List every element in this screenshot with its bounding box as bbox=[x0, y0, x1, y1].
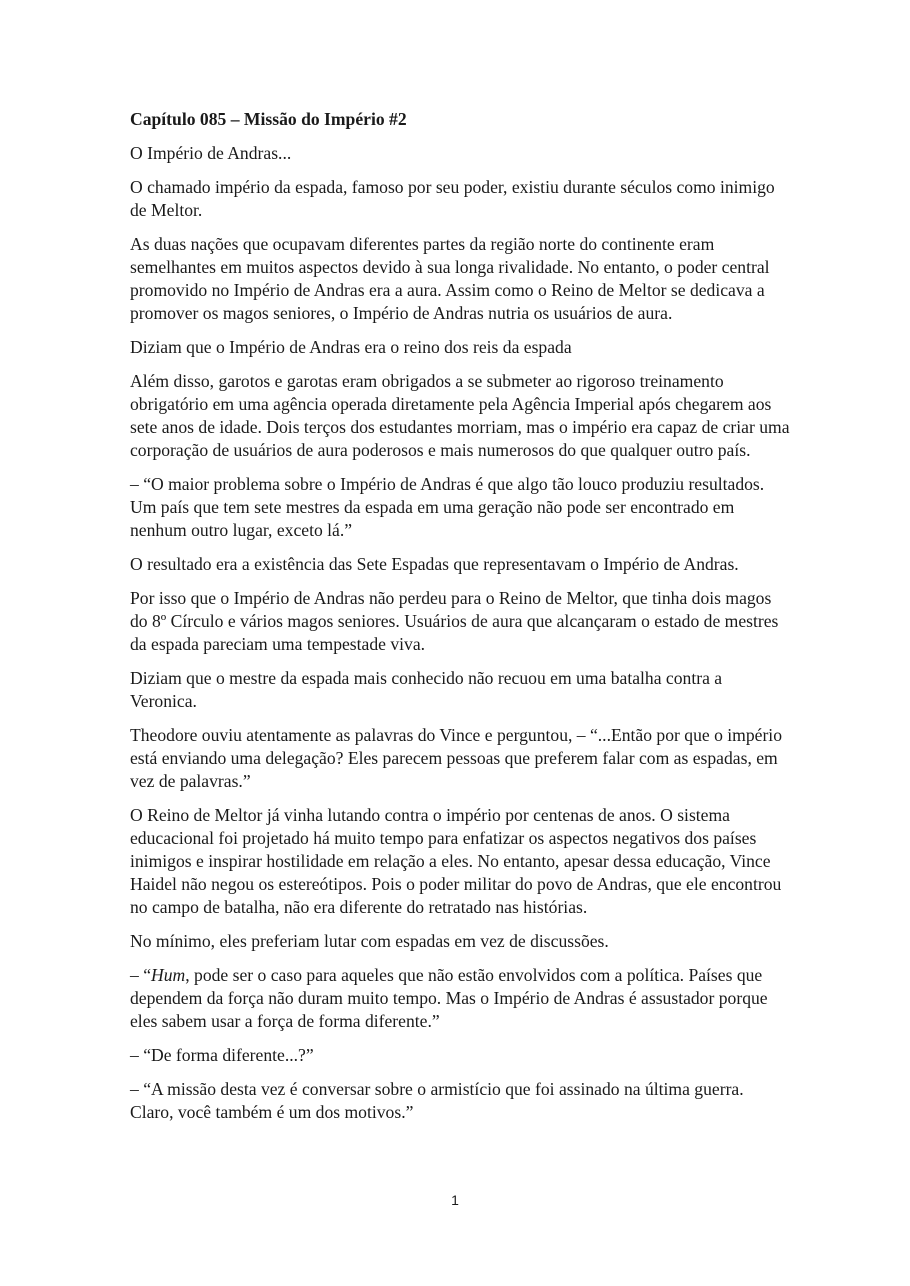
paragraph-12: No mínimo, eles preferiam lutar com espadas em vez de discussões. bbox=[130, 931, 609, 951]
italic-word: Hum bbox=[151, 965, 186, 985]
paragraph-15: – “A missão desta vez é conversar sobre o armistício que foi assinado na última guerra. Claro, você também é um dos motivos.” bbox=[130, 1079, 744, 1122]
paragraph-11: O Reino de Meltor já vinha lutando contra o império por centenas de anos. O sistema educacional foi projetado há muito tempo para enfatizar os aspectos negativos dos países inimigos e inspirar hostilidade em relação a eles. No entanto, apesar dessa educação, Vince Haidel não negou os estereótipos. Pois o poder militar do povo de Andras, que ele encontrou no campo de batalha, não era diferente do retratado nas histórias. bbox=[130, 805, 782, 917]
paragraph-13 bbox=[130, 964, 790, 1033]
paragraph-8: Por isso que o Império de Andras não perdeu para o Reino de Meltor, que tinha dois magos do 8º Círculo e vários magos seniores. Usuários de aura que alcançaram o estado de mestres da espada pareciam uma tempestade viva. bbox=[130, 588, 779, 654]
paragraph-14: – “De forma diferente...?” bbox=[130, 1045, 314, 1065]
paragraph-4: Diziam que o Império de Andras era o reino dos reis da espada bbox=[130, 337, 572, 357]
paragraph-2: O chamado império da espada, famoso por seu poder, existiu durante séculos como inimigo de Meltor. bbox=[130, 177, 775, 220]
paragraph-9: Diziam que o mestre da espada mais conhecido não recuou em uma batalha contra a Veronica. bbox=[130, 668, 723, 711]
paragraph-1: O Império de Andras... bbox=[130, 143, 292, 163]
chapter-title: Capítulo 085 – Missão do Império #2 bbox=[130, 109, 407, 129]
page-content bbox=[130, 108, 790, 1135]
paragraph-10: Theodore ouviu atentamente as palavras do Vince e perguntou, – “...Então por que o império está enviando uma delegação? Eles parecem pessoas que preferem falar com as espadas, em vez de palavras.” bbox=[130, 725, 782, 791]
dialogue-rest: , pode ser o caso para aqueles que não estão envolvidos com a política. Países que dependem da força não duram muito tempo. Mas o Império de Andras é assustador porque eles sabem usar a força de forma diferente.” bbox=[130, 965, 768, 1031]
paragraph-3: As duas nações que ocupavam diferentes partes da região norte do continente eram semelhantes em muitos aspectos devido à sua longa rivalidade. No entanto, o poder central promovido no Império de Andras era a aura. Assim como o Reino de Meltor se dedicava a promover os magos seniores, o Império de Andras nutria os usuários de aura. bbox=[130, 234, 770, 323]
page-number: 1 bbox=[451, 1192, 459, 1208]
dialogue-prefix: – “ bbox=[130, 965, 152, 985]
paragraph-7: O resultado era a existência das Sete Espadas que representavam o Império de Andras. bbox=[130, 554, 739, 574]
paragraph-6: – “O maior problema sobre o Império de Andras é que algo tão louco produziu resultados. Um país que tem sete mestres da espada em uma geração não pode ser encontrado em nenhum outro lugar, exceto lá.” bbox=[130, 474, 765, 540]
paragraph-5: Além disso, garotos e garotas eram obrigados a se submeter ao rigoroso treinamento obrigatório em uma agência operada diretamente pela Agência Imperial após chegarem aos sete anos de idade. Dois terços dos estudantes morriam, mas o império era capaz de criar uma corporação de usuários de aura poderosos e mais numerosos do que qualquer outro país. bbox=[130, 371, 790, 460]
